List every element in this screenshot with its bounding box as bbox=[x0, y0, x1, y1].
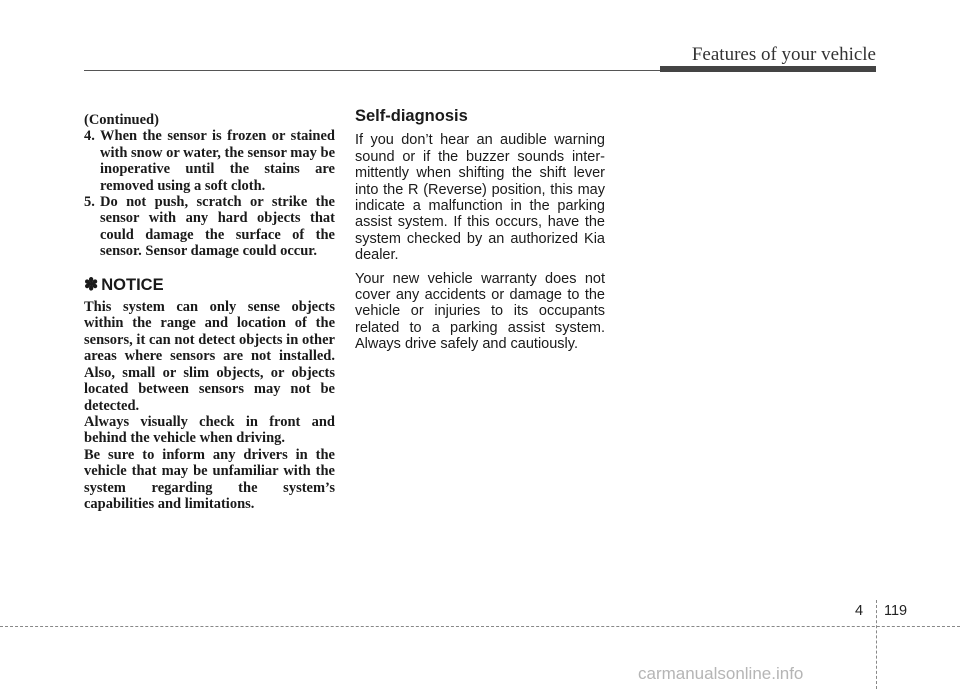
body-paragraph: Your new vehicle warranty does not cover any accidents or damage to the vehicle or injuries to its occupants related to a parking assist system. Always drive safely and cautiously. bbox=[355, 270, 605, 353]
list-item-text: Do not push, scratch or strike the sensor with any hard objects that could damage the surface of the sensor. Sensor damage could occur. bbox=[100, 194, 335, 260]
notice-heading bbox=[84, 274, 335, 294]
section-heading: Self-diagnosis bbox=[355, 107, 468, 125]
notice-paragraph: Always visually check in front and behind the vehicle when driving. bbox=[84, 413, 335, 447]
header-rule-thick bbox=[660, 66, 876, 72]
body-paragraph: If you don’t hear an audible warning sound or if the buzzer sounds inter-mittently when shifting the shift lever into the R (Reverse) position, this may indicate a malfunction in the parking assist system. If this occurs, have the system checked by an authorized Kia dealer. bbox=[355, 132, 605, 264]
list-item-text: When the sensor is frozen or stained with snow or water, the sensor may be inoperative until the stains are removed using a soft cloth. bbox=[100, 128, 335, 194]
notice-heading-text: NOTICE bbox=[101, 275, 164, 294]
page-number: 119 bbox=[884, 603, 908, 619]
footer-rule bbox=[0, 626, 960, 627]
left-column bbox=[84, 112, 335, 512]
watermark: carmanualsonline.info bbox=[638, 664, 804, 683]
footer-divider bbox=[876, 600, 877, 689]
cross-star-icon: ✽ bbox=[84, 274, 99, 294]
header-rule-thin bbox=[84, 70, 662, 71]
page-header-title: Features of your vehicle bbox=[691, 44, 876, 65]
continued-label: (Continued) bbox=[84, 112, 159, 128]
notice-paragraph: This system can only sense objects within the range and location of the sensors, it can not detect objects in other areas where sensors are not installed. Also, small or slim objects, or objects located between sensors may not be detected. bbox=[84, 299, 335, 414]
right-column bbox=[355, 108, 605, 360]
list-item-number: 5. bbox=[84, 194, 95, 211]
list-item bbox=[84, 128, 335, 194]
notice-paragraph: Be sure to inform any drivers in the vehicle that may be unfamiliar with the system regarding the system’s capabilities and limitations. bbox=[84, 446, 335, 512]
chapter-number: 4 bbox=[855, 603, 864, 619]
list-item-number: 4. bbox=[84, 128, 95, 145]
numbered-list bbox=[84, 128, 335, 259]
list-item bbox=[84, 194, 335, 260]
